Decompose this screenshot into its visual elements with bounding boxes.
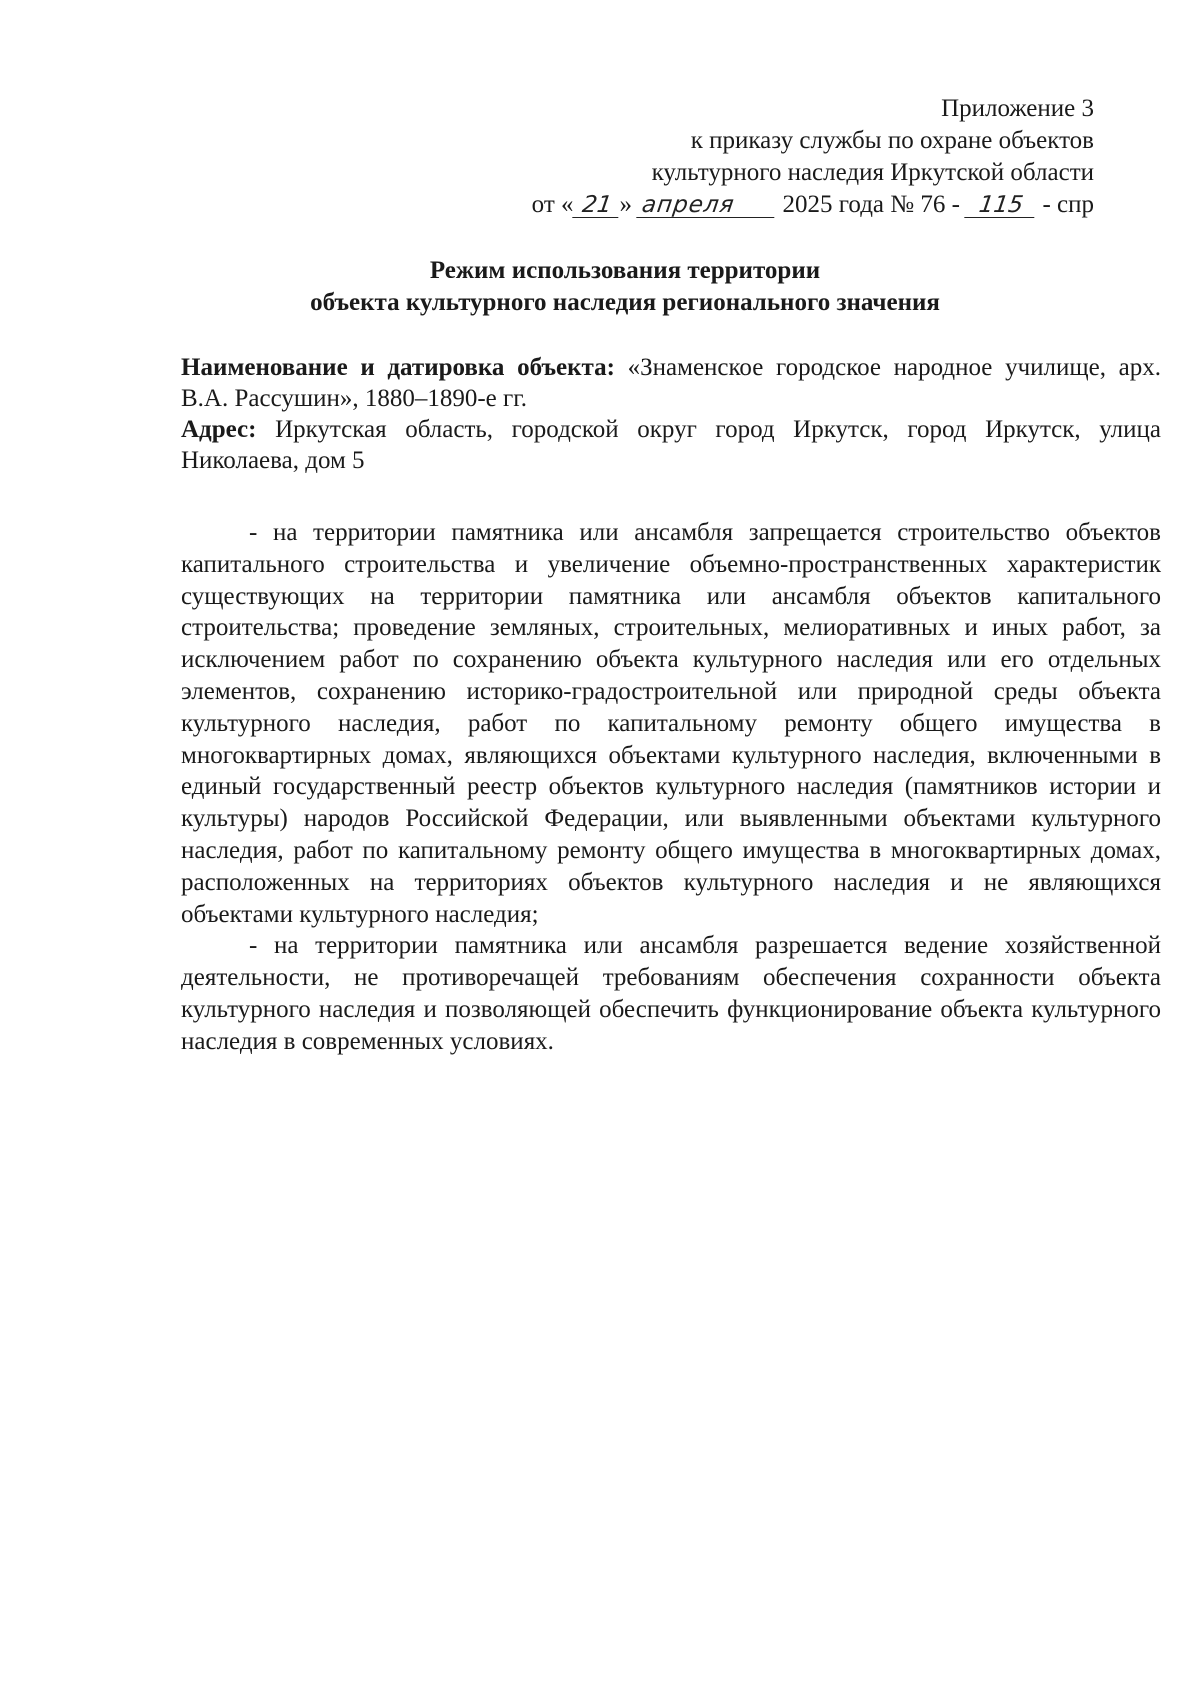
usage-rules — [181, 517, 1161, 1058]
order-number-handwritten: 115 — [964, 193, 1038, 218]
order-month-handwritten: апреля — [637, 193, 779, 218]
order-reference: к приказу службы по охране объектов — [690, 127, 1094, 154]
order-day-handwritten: 21 — [572, 193, 622, 218]
title-line-2: объекта культурного наследия регионального значения — [310, 289, 940, 316]
order-year-text: 2025 года № 76 - — [782, 191, 960, 218]
object-address-paragraph — [181, 414, 1161, 476]
rule-permission: - на территории памятника или ансамбля разрешается ведение хозяйственной деятельности, не противоречащей требованиям обеспечения сохранности объекта культурного наследия и позволяющей обеспечить функционирование объекта культурного наследия в современных условиях. — [181, 932, 1161, 1055]
object-address-label: Адрес: — [181, 416, 257, 443]
order-date-line — [532, 189, 1094, 221]
object-info — [181, 352, 1161, 476]
object-name-label: Наименование и датировка объекта: — [181, 354, 615, 381]
appendix-header — [532, 93, 1094, 221]
order-authority: культурного наследия Иркутской области — [651, 159, 1094, 186]
order-suffix: - спр — [1042, 191, 1094, 218]
order-day-close: » — [619, 191, 633, 218]
title-line-1: Режим использования территории — [429, 257, 821, 284]
appendix-number: Приложение 3 — [941, 95, 1094, 122]
rule-prohibition: - на территории памятника или ансамбля запрещается строительство объектов капитального строительства и увеличение объемно-пространственных характеристик существующих на территории памятника или ансамбля объектов капитального строительства; проведение земляных, строительных, мелиоративных и иных работ, за исключением работ по сохранению объекта культурного наследия или его отдельных элементов, сохранению историко-градостроительной или природной среды объекта культурного наследия, работ по капитальному ремонту общего имущества в многоквартирных домах, являющихся объектами культурного наследия, включенными в единый государственный реестр объектов культурного наследия (памятников истории и культуры) народов Российской Федерации, или выявленными объектами культурного наследия, работ по капитальному ремонту общего имущества в многоквартирных домах, расположенных на территориях объектов культурного наследия и не являющихся объектами культурного наследия; — [181, 519, 1161, 928]
object-name-value: «Знаменское городское народное училище, арх. В.А. Рассушин», 1880–1890-е гг. — [181, 354, 1161, 412]
document-title — [150, 255, 1100, 319]
object-address-value: Иркутская область, городской округ город Иркутск, город Иркутск, улица Николаева, дом 5 — [181, 416, 1162, 474]
object-name-paragraph — [181, 352, 1161, 414]
order-prefix: от « — [531, 191, 574, 218]
